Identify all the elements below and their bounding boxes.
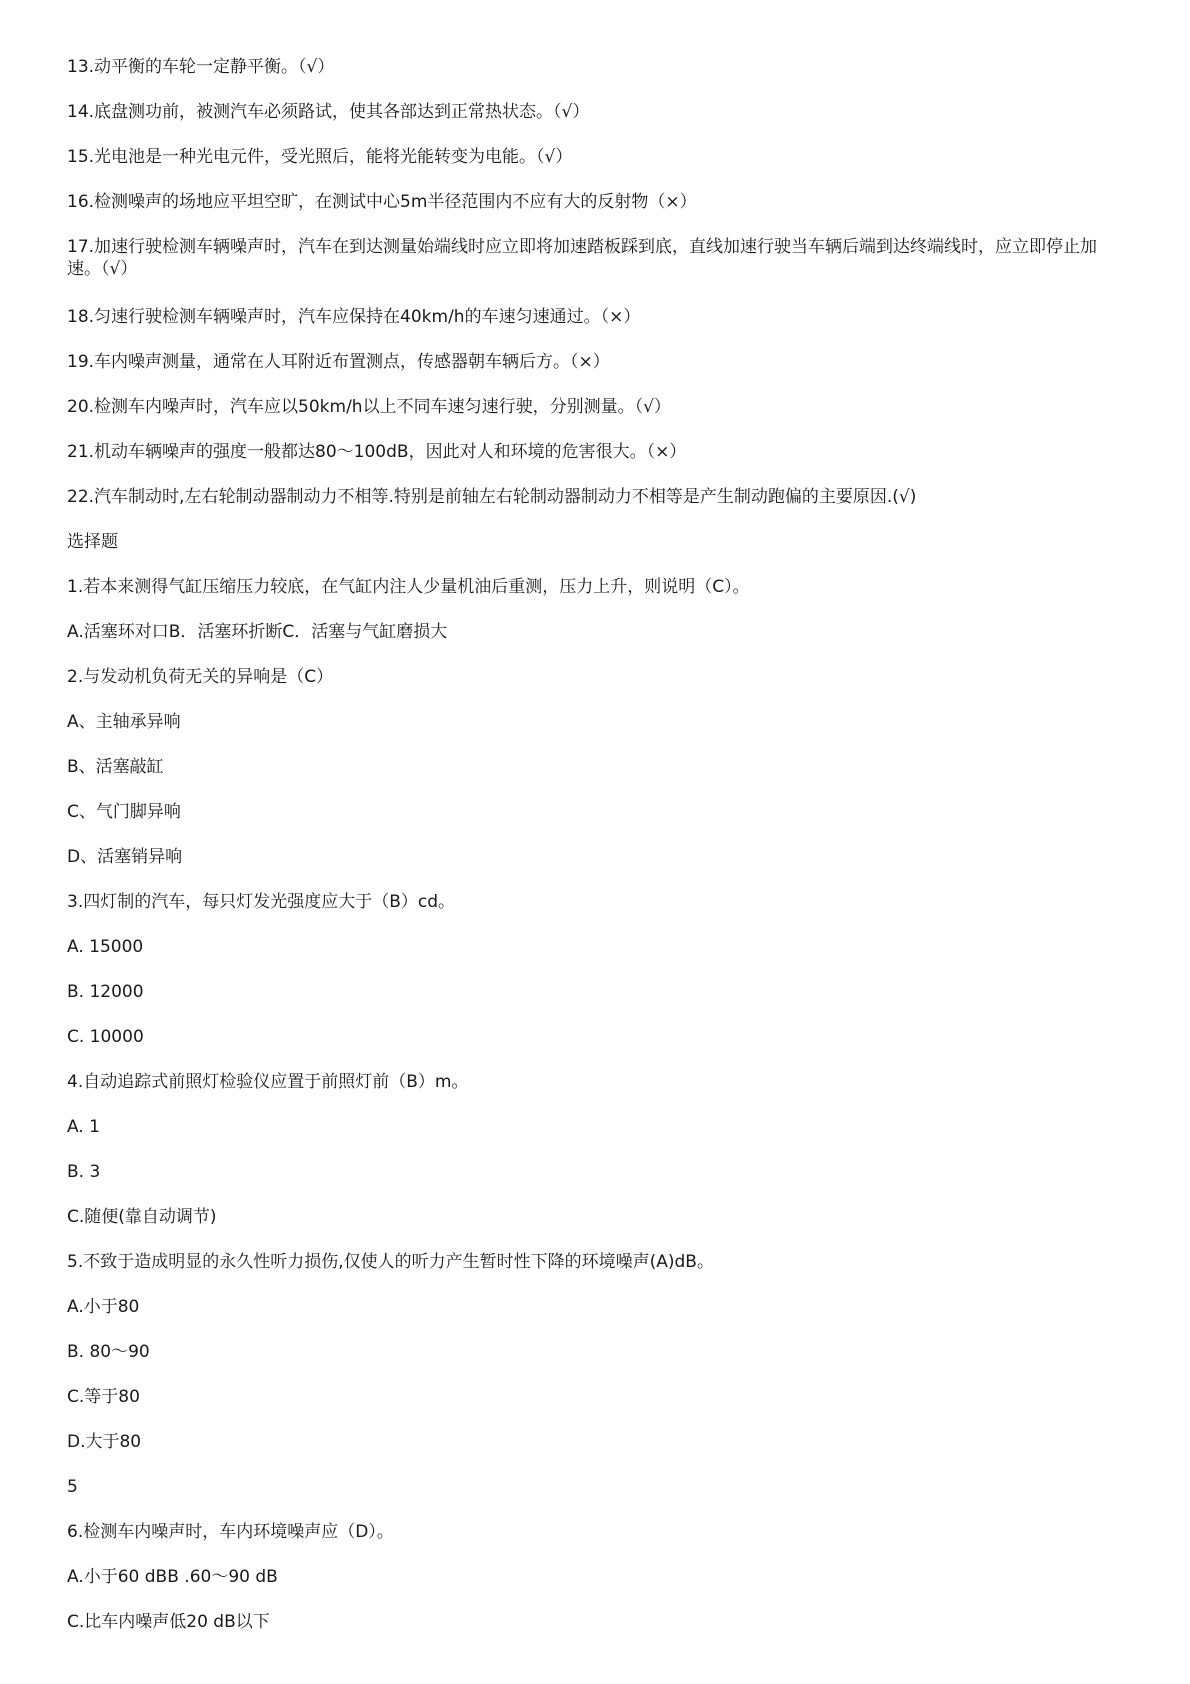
question-4-option-a: A. 1 xyxy=(67,1117,100,1137)
question-3-option-a: A. 15000 xyxy=(67,937,144,957)
question-4: 4.自动追踪式前照灯检验仪应置于前照灯前（B）m。 xyxy=(67,1072,469,1092)
question-2-option-b: B、活塞敲缸 xyxy=(67,757,164,777)
question-6-options-ab: A.小于60 dBB .60～90 dB xyxy=(67,1567,278,1587)
question-5: 5.不致于造成明显的永久性听力损伤,仅使人的听力产生暂时性下降的环境噪声(A)dB。 xyxy=(67,1252,714,1272)
text-line-21: 21.机动车辆噪声的强度一般都达80～100dB，因此对人和环境的危害很大。（×） xyxy=(67,442,687,462)
text-line-15: 15.光电池是一种光电元件，受光照后，能将光能转变为电能。（√） xyxy=(67,147,573,167)
question-4-option-c: C.随便(靠自动调节) xyxy=(67,1207,217,1227)
question-6: 6.检测车内噪声时，车内环境噪声应（D）。 xyxy=(67,1522,394,1542)
question-5-option-d: D.大于80 xyxy=(67,1432,142,1452)
question-3: 3.四灯制的汽车，每只灯发光强度应大于（B）cd。 xyxy=(67,892,456,912)
text-line-14: 14.底盘测功前，被测汽车必须路试，使其各部达到正常热状态。（√） xyxy=(67,102,590,122)
section-heading: 选择题 xyxy=(67,532,118,552)
text-line-17: 17.加速行驶检测车辆噪声时，汽车在到达测量始端线时应立即将加速踏板踩到底，直线加速行驶当车辆后端到达终端线时，应立即停止加速。（√） xyxy=(67,237,1098,279)
question-6-option-c: C.比车内噪声低20 dB以下 xyxy=(67,1612,270,1632)
text-line-20: 20.检测车内噪声时，汽车应以50km/h以上不同车速匀速行驶，分别测量。（√） xyxy=(67,397,671,417)
text-line-18: 18.匀速行驶检测车辆噪声时，汽车应保持在40km/h的车速匀速通过。（×） xyxy=(67,307,641,327)
question-3-option-b: B. 12000 xyxy=(67,982,144,1002)
question-3-option-c: C. 10000 xyxy=(67,1027,144,1047)
question-1-options: A.活塞环对口B．活塞环折断C．活塞与气缸磨损大 xyxy=(67,622,448,642)
question-1: 1.若本来测得气缸压缩压力较底，在气缸内注人少量机油后重测，压力上升，则说明（C）。 xyxy=(67,577,750,597)
question-2: 2.与发动机负荷无关的异响是（C） xyxy=(67,667,334,687)
question-2-option-d: D、活塞销异响 xyxy=(67,847,183,867)
text-line-22: 22.汽车制动时,左右轮制动器制动力不相等.特别是前轴左右轮制动器制动力不相等是产生制动跑偏的主要原因.(√) xyxy=(67,487,917,507)
text-line-19: 19.车内噪声测量，通常在人耳附近布置测点，传感器朝车辆后方。（×） xyxy=(67,352,610,372)
page-number: 5 xyxy=(67,1477,78,1497)
question-5-option-a: A.小于80 xyxy=(67,1297,140,1317)
question-4-option-b: B. 3 xyxy=(67,1162,101,1182)
question-2-option-c: C、气门脚异响 xyxy=(67,802,181,822)
question-5-option-b: B. 80～90 xyxy=(67,1342,150,1362)
question-5-option-c: C.等于80 xyxy=(67,1387,140,1407)
text-line-13: 13.动平衡的车轮一定静平衡。（√） xyxy=(67,57,335,77)
question-2-option-a: A、主轴承异响 xyxy=(67,712,181,732)
text-line-16: 16.检测噪声的场地应平坦空旷，在测试中心5m半径范围内不应有大的反射物（×） xyxy=(67,192,697,212)
